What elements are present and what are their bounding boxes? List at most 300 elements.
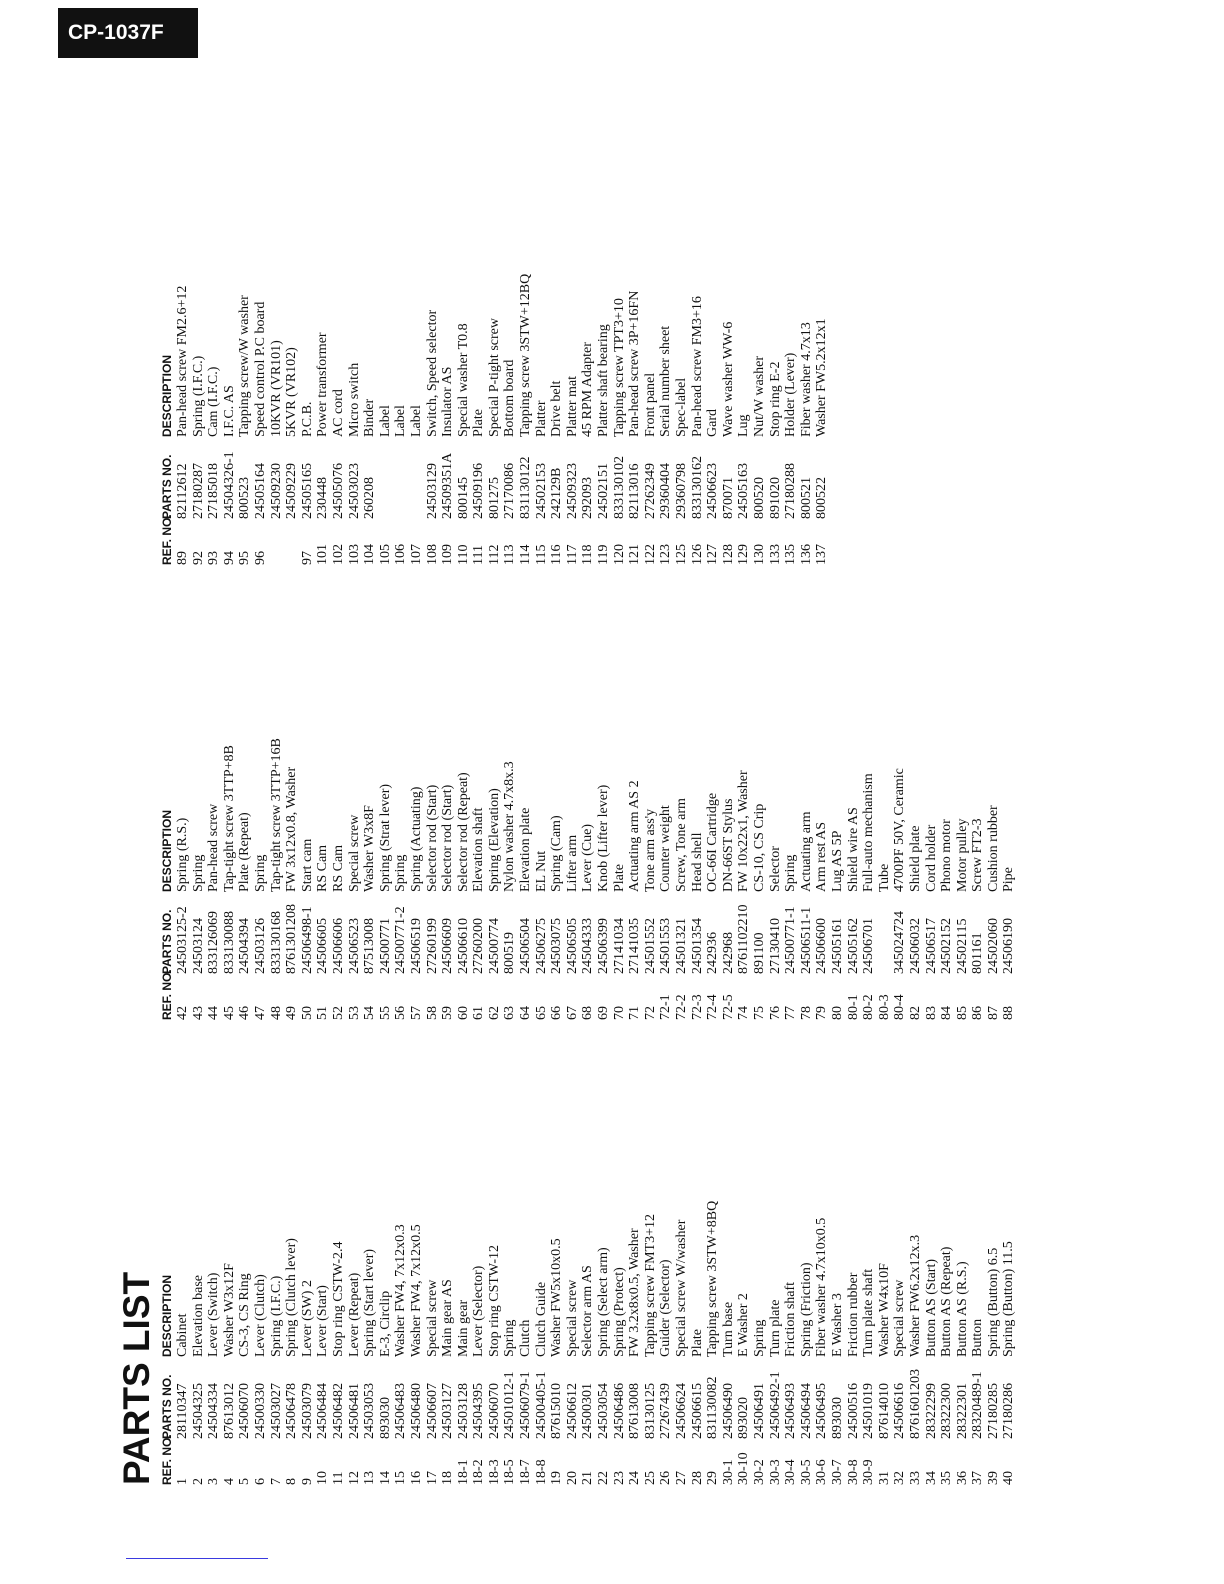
parts-column-1 xyxy=(159,1057,1017,1485)
table-row xyxy=(814,1057,830,1485)
ref-no-cell: 117 xyxy=(564,544,580,565)
parts-no-cell xyxy=(378,437,394,519)
description-cell: Turn base xyxy=(720,1301,736,1357)
description-cell: Cushion rubber xyxy=(985,805,1001,892)
description-cell: Screw, Tone arm xyxy=(674,798,689,892)
parts-no-cell: 87614010 xyxy=(876,1383,892,1439)
ref-no-cell: 101 xyxy=(315,544,331,565)
description-cell: Lever (Start) xyxy=(315,1285,331,1357)
description-cell: Tube xyxy=(876,863,892,892)
description-cell: Power transformer xyxy=(315,332,331,437)
parts-no-header: PARTS NO. xyxy=(160,909,174,974)
table-row xyxy=(596,592,612,1020)
description-cell: Lever (Repeat) xyxy=(346,1272,362,1357)
description-cell: Special screw xyxy=(892,1279,908,1357)
description-cell: Platter mat xyxy=(564,375,580,437)
ref-no-cell: 44 xyxy=(206,1006,222,1020)
table-row xyxy=(471,592,487,1020)
parts-no-cell: 87613012 xyxy=(221,1383,237,1439)
description-cell: Main gear xyxy=(455,1299,471,1357)
parts-no-cell: 24503128 xyxy=(455,1383,471,1439)
description-cell: Special screw xyxy=(564,1279,580,1357)
ref-no-cell: 88 xyxy=(1001,1006,1017,1020)
description-cell: Spring (Strat lever) xyxy=(377,783,393,892)
table-row xyxy=(612,1057,628,1485)
parts-no-cell: 24509230 xyxy=(268,463,284,519)
ref-no-cell: 110 xyxy=(455,544,471,565)
ref-no-cell: 16 xyxy=(408,1471,424,1485)
parts-no-cell: 8761301208 xyxy=(284,904,300,974)
description-cell: Knob (Lifter lever) xyxy=(596,784,612,892)
parts-no-cell: 24509196 xyxy=(471,463,487,519)
ref-no-cell: 35 xyxy=(939,1471,955,1485)
parts-rows xyxy=(175,592,1017,1020)
table-row xyxy=(393,137,409,565)
description-cell: Special screw xyxy=(346,814,362,892)
table-row xyxy=(674,137,690,565)
ref-no-cell: 122 xyxy=(642,544,658,565)
description-cell: Elevation shaft xyxy=(471,807,487,892)
parts-no-cell: 833130168 xyxy=(268,911,284,974)
description-cell: Cabinet xyxy=(175,1313,190,1357)
description-cell: Spring (I.F.C.) xyxy=(268,1275,284,1357)
description-cell: Wave washer WW-6 xyxy=(720,321,736,437)
description-header: DESCRIPTION xyxy=(160,1274,174,1357)
parts-no-cell: 800522 xyxy=(814,477,830,519)
parts-no-cell: 24500330 xyxy=(252,1383,268,1439)
table-row xyxy=(799,592,815,1020)
description-cell: Label xyxy=(408,405,424,437)
parts-no-cell: 24506079-1 xyxy=(518,1371,534,1439)
ref-no-cell: 111 xyxy=(471,545,487,565)
description-cell: Counter weight xyxy=(658,805,674,892)
ref-no-cell: 30-8 xyxy=(845,1459,861,1485)
parts-no-cell: 24500774 xyxy=(486,918,502,974)
description-cell: Lever (SW) 2 xyxy=(299,1280,315,1357)
description-cell: EL Nut xyxy=(533,850,549,892)
table-row xyxy=(565,137,581,565)
parts-no-cell: 29360798 xyxy=(674,463,689,519)
table-row xyxy=(300,137,316,565)
ref-no-cell: 34 xyxy=(923,1471,939,1485)
ref-no-cell: 84 xyxy=(939,1006,955,1020)
table-row xyxy=(861,1057,877,1485)
parts-no-cell: 24506493 xyxy=(783,1383,799,1439)
description-cell: Washer FW4, 7x12x0.3 xyxy=(393,1224,409,1357)
description-cell: 45 RPM Adapter xyxy=(580,342,596,437)
parts-no-cell: 833126069 xyxy=(206,911,222,974)
table-row xyxy=(237,592,253,1020)
description-cell: Tapping screw FMT3+12 xyxy=(642,1213,658,1357)
parts-list-page xyxy=(115,155,1017,1485)
parts-no-cell: 24503124 xyxy=(190,918,206,974)
parts-no-cell: 24506032 xyxy=(907,918,923,974)
ref-no-cell: 18-5 xyxy=(502,1459,518,1485)
table-row xyxy=(877,592,893,1020)
ref-no-cell: 27 xyxy=(674,1471,689,1485)
parts-no-cell: 27260199 xyxy=(424,918,440,974)
parts-no-cell: 24503027 xyxy=(268,1383,284,1439)
parts-no-cell: 24501012-1 xyxy=(502,1371,518,1439)
ref-no-cell: 8 xyxy=(284,1478,300,1485)
parts-no-cell: 28110347 xyxy=(175,1383,190,1439)
description-cell: I.F.C. AS xyxy=(221,385,237,437)
parts-no-cell: 24503079 xyxy=(299,1383,315,1439)
description-cell: Plate (Repeat) xyxy=(237,812,253,892)
parts-no-cell: 28322299 xyxy=(923,1383,939,1439)
table-row xyxy=(175,137,191,565)
ref-no-cell: 59 xyxy=(440,1006,456,1020)
ref-no-cell: 136 xyxy=(798,544,814,565)
parts-no-cell xyxy=(409,437,425,519)
parts-column-2 xyxy=(159,592,1017,1020)
ref-no-cell: 95 xyxy=(237,551,253,565)
ref-no-cell: 72-1 xyxy=(658,994,674,1020)
ref-no-cell: 108 xyxy=(424,544,440,565)
table-row xyxy=(471,137,487,565)
description-cell: Special washer T0.8 xyxy=(455,323,471,437)
description-cell: Switch, Speed selector xyxy=(424,309,440,437)
parts-no-cell: 27130410 xyxy=(767,918,783,974)
table-row xyxy=(191,137,207,565)
ref-no-cell: 26 xyxy=(658,1471,674,1485)
parts-no-cell: 24503054 xyxy=(596,1383,612,1439)
ref-no-cell: 92 xyxy=(190,551,206,565)
ref-no-cell: 80-1 xyxy=(845,994,861,1020)
parts-no-cell: 24509229 xyxy=(284,463,300,519)
description-cell: AC cord xyxy=(330,389,346,437)
description-cell: Phono motor xyxy=(939,819,955,892)
table-row xyxy=(783,1057,799,1485)
table-row xyxy=(627,592,643,1020)
ref-no-cell: 66 xyxy=(549,1006,565,1020)
parts-no-cell: 27180285 xyxy=(985,1383,1001,1439)
parts-no-cell: 833130162 xyxy=(689,456,705,519)
ref-no-cell: 53 xyxy=(346,1006,362,1020)
column-header xyxy=(159,592,175,1020)
ref-no-cell: 96 xyxy=(252,551,268,565)
parts-no-cell: 24506494 xyxy=(798,1383,814,1439)
parts-no-cell: 24502115 xyxy=(954,918,970,974)
table-row xyxy=(191,1057,207,1485)
ref-no-cell: 56 xyxy=(393,1006,409,1020)
table-row xyxy=(643,137,659,565)
table-row xyxy=(518,1057,534,1485)
ref-no-cell: 86 xyxy=(970,1006,986,1020)
parts-no-cell: 24506616 xyxy=(892,1383,908,1439)
parts-no-cell: 24506491 xyxy=(751,1383,767,1439)
table-row xyxy=(518,592,534,1020)
column-header xyxy=(159,1057,175,1485)
ref-no-cell: 14 xyxy=(377,1471,393,1485)
ref-no-cell: 65 xyxy=(533,1006,549,1020)
description-cell: Serial number sheet xyxy=(658,325,674,437)
description-cell: Spring xyxy=(783,854,799,892)
table-row xyxy=(955,592,971,1020)
ref-no-cell: 30-7 xyxy=(829,1459,845,1485)
description-cell: Tone arm ass'y xyxy=(642,808,658,892)
table-row xyxy=(269,137,285,565)
table-row xyxy=(955,1057,971,1485)
parts-no-cell: 24500771-2 xyxy=(393,906,409,974)
ref-no-cell: 22 xyxy=(596,1471,612,1485)
description-cell: Spring xyxy=(190,854,206,892)
ref-no-cell: 21 xyxy=(580,1471,596,1485)
description-cell: Spring (Actuating) xyxy=(408,786,424,892)
description-cell: Bottom board xyxy=(502,359,518,437)
table-row xyxy=(549,1057,565,1485)
description-cell: Turn plate shaft xyxy=(861,1268,877,1357)
ref-no-cell: 50 xyxy=(299,1006,315,1020)
table-row xyxy=(924,592,940,1020)
description-cell: Motor pulley xyxy=(954,818,970,892)
parts-no-cell: 24506610 xyxy=(455,918,471,974)
table-row xyxy=(970,1057,986,1485)
description-header: DESCRIPTION xyxy=(160,809,174,892)
description-cell: Speed control P.C board xyxy=(252,301,268,437)
description-cell: Selector xyxy=(767,846,783,892)
table-row xyxy=(736,592,752,1020)
table-row xyxy=(502,137,518,565)
ref-no-cell: 24 xyxy=(627,1471,643,1485)
table-row xyxy=(736,1057,752,1485)
table-row xyxy=(269,592,285,1020)
description-cell: Tapping screw 3STW+8BQ xyxy=(705,1200,721,1357)
table-row xyxy=(315,592,331,1020)
table-row xyxy=(658,592,674,1020)
ref-no-cell: 57 xyxy=(408,1006,424,1020)
parts-no-cell: 28320489-1 xyxy=(970,1371,986,1439)
table-row xyxy=(674,592,690,1020)
ref-no-header: REF. NO. xyxy=(160,969,174,1020)
table-row xyxy=(830,1057,846,1485)
description-cell: CS-3, CS Ring xyxy=(237,1273,253,1357)
table-row xyxy=(284,137,300,565)
ref-no-cell: 106 xyxy=(393,544,409,565)
ref-no-cell: 71 xyxy=(627,1006,643,1020)
description-cell: Full-auto mechanism xyxy=(861,773,877,892)
ref-no-cell: 89 xyxy=(175,551,190,565)
table-row xyxy=(565,592,581,1020)
description-cell: Spring (Elevation) xyxy=(486,788,502,892)
ref-no-cell: 121 xyxy=(627,544,643,565)
parts-no-cell: 24506495 xyxy=(814,1383,830,1439)
parts-no-cell xyxy=(877,892,893,974)
ref-no-cell: 18-3 xyxy=(486,1459,502,1485)
table-row xyxy=(347,137,363,565)
ref-no-cell: 2 xyxy=(190,1478,206,1485)
ref-no-cell: 79 xyxy=(814,1006,830,1020)
description-cell: Washer FW5.2x12x1 xyxy=(814,318,830,437)
description-cell: Elevation plate xyxy=(518,807,534,892)
parts-no-cell: 833130102 xyxy=(611,456,627,519)
table-row xyxy=(768,137,784,565)
description-cell: Washer FW6.2x12x.3 xyxy=(907,1234,923,1357)
table-row xyxy=(440,137,456,565)
ref-no-cell: 68 xyxy=(580,1006,596,1020)
ref-no-cell: 30-6 xyxy=(814,1459,830,1485)
description-header: DESCRIPTION xyxy=(160,354,174,437)
table-row xyxy=(191,592,207,1020)
table-row xyxy=(768,592,784,1020)
table-row xyxy=(580,592,596,1020)
ref-no-cell: 49 xyxy=(284,1006,300,1020)
parts-no-cell: 242968 xyxy=(720,932,736,974)
description-cell: Spring (Button) 11.5 xyxy=(1001,1241,1017,1357)
parts-rows xyxy=(175,137,830,565)
parts-no-cell: 292093 xyxy=(580,477,596,519)
table-row xyxy=(549,137,565,565)
table-row xyxy=(362,1057,378,1485)
parts-no-cell: 24504334 xyxy=(206,1383,222,1439)
description-cell: Label xyxy=(377,405,393,437)
table-row xyxy=(752,137,768,565)
table-row xyxy=(331,1057,347,1485)
ref-no-cell: 80-2 xyxy=(861,994,877,1020)
ref-no-cell: 103 xyxy=(346,544,362,565)
parts-no-cell: 24501553 xyxy=(658,918,674,974)
ref-no-cell: 18-8 xyxy=(533,1459,549,1485)
table-row xyxy=(331,137,347,565)
table-row xyxy=(627,1057,643,1485)
table-row xyxy=(752,592,768,1020)
table-row xyxy=(1001,1057,1017,1485)
table-row xyxy=(549,592,565,1020)
table-row xyxy=(705,592,721,1020)
table-row xyxy=(596,137,612,565)
parts-no-cell: 24506511-1 xyxy=(798,906,814,974)
description-cell: Button AS (Repeat) xyxy=(939,1246,955,1357)
description-cell: Spring (Button) 6.5 xyxy=(985,1247,1001,1357)
table-row xyxy=(658,137,674,565)
parts-no-cell: 27180288 xyxy=(783,463,799,519)
parts-no-cell: 27260200 xyxy=(471,918,487,974)
table-row xyxy=(939,592,955,1020)
ref-no-cell: 7 xyxy=(268,1478,284,1485)
parts-no-cell: 24503053 xyxy=(362,1383,378,1439)
description-cell: Spring (Protect) xyxy=(611,1267,627,1357)
ref-no-cell: 94 xyxy=(221,551,237,565)
ref-no-cell: 133 xyxy=(767,544,783,565)
table-row xyxy=(908,1057,924,1485)
ref-no-cell: 11 xyxy=(330,1471,346,1485)
ref-no-cell: 18-2 xyxy=(471,1459,487,1485)
description-cell: Washer W3x8F xyxy=(362,805,378,892)
parts-no-cell: 800145 xyxy=(455,477,471,519)
parts-no-cell: 24509323 xyxy=(564,463,580,519)
parts-no-cell: 24504395 xyxy=(471,1383,487,1439)
ref-no-cell: 40 xyxy=(1001,1471,1017,1485)
parts-no-cell: 8761102210 xyxy=(736,904,752,974)
ref-no-cell: 127 xyxy=(705,544,721,565)
description-cell: FW 3x12x0.8, Washer xyxy=(284,766,300,892)
description-cell: P.C.B. xyxy=(299,401,315,437)
parts-no-cell: 24506623 xyxy=(705,463,721,519)
description-cell: Shield plate xyxy=(907,825,923,892)
description-cell: Selector rod (Start) xyxy=(440,784,456,892)
description-cell: Start cam xyxy=(299,838,315,892)
ref-no-cell: 74 xyxy=(736,1006,752,1020)
parts-rows xyxy=(175,1057,1017,1485)
table-row xyxy=(347,592,363,1020)
parts-no-cell: 24506505 xyxy=(564,918,580,974)
table-row xyxy=(300,592,316,1020)
parts-no-cell: 24509351A xyxy=(440,452,456,519)
table-row xyxy=(892,592,908,1020)
table-row xyxy=(378,1057,394,1485)
parts-no-cell: 24506490 xyxy=(720,1383,736,1439)
ref-no-cell: 87 xyxy=(985,1006,1001,1020)
parts-no-cell: 24503075 xyxy=(549,918,565,974)
description-cell: E-3, Circlip xyxy=(377,1290,393,1357)
description-cell: Spring (I.F.C.) xyxy=(190,355,206,437)
parts-no-cell: 28322301 xyxy=(954,1383,970,1439)
table-row xyxy=(612,592,628,1020)
parts-no-cell: 87613008 xyxy=(627,1383,643,1439)
table-row xyxy=(908,592,924,1020)
parts-no-cell: 833130088 xyxy=(221,911,237,974)
table-row xyxy=(440,1057,456,1485)
parts-no-cell: 800521 xyxy=(798,477,814,519)
table-row xyxy=(409,1057,425,1485)
description-cell: Lifter arm xyxy=(564,834,580,892)
parts-no-cell: 24501552 xyxy=(642,918,658,974)
ref-no-cell: 25 xyxy=(642,1471,658,1485)
description-cell: Front panel xyxy=(642,372,658,437)
table-row xyxy=(487,137,503,565)
parts-no-cell: 24506483 xyxy=(393,1383,409,1439)
description-cell: Spring xyxy=(751,1319,767,1357)
table-row xyxy=(580,1057,596,1485)
parts-no-cell: 24506517 xyxy=(923,918,939,974)
ref-no-cell: 115 xyxy=(533,544,549,565)
table-row xyxy=(425,592,441,1020)
table-row xyxy=(222,592,238,1020)
table-row xyxy=(768,1057,784,1485)
parts-no-cell: 24506492-1 xyxy=(767,1371,783,1439)
parts-no-cell: 24505164 xyxy=(252,463,268,519)
table-row xyxy=(222,1057,238,1485)
table-row xyxy=(331,592,347,1020)
ref-no-cell: 3 xyxy=(206,1478,222,1485)
table-row xyxy=(409,137,425,565)
ref-no-cell: 30-1 xyxy=(720,1459,736,1485)
table-row xyxy=(456,1057,472,1485)
ref-no-cell: 123 xyxy=(658,544,674,565)
table-row xyxy=(237,1057,253,1485)
table-row xyxy=(612,137,628,565)
description-cell: CS-10, CS Crip xyxy=(751,803,767,892)
table-row xyxy=(892,1057,908,1485)
table-row xyxy=(986,1057,1002,1485)
parts-no-cell: 24504333 xyxy=(580,918,596,974)
ref-no-cell: 72-3 xyxy=(689,994,705,1020)
description-cell: Spring (Select arm) xyxy=(596,1247,612,1357)
parts-no-cell: 83130125 xyxy=(642,1383,658,1439)
ref-no-cell: 82 xyxy=(907,1006,923,1020)
ref-no-cell: 9 xyxy=(299,1478,315,1485)
description-cell: Head shell xyxy=(689,832,705,892)
description-cell: Drive belt xyxy=(549,380,565,437)
model-badge: CP-1037F xyxy=(58,8,198,58)
table-row xyxy=(690,1057,706,1485)
ref-no-cell: 45 xyxy=(221,1006,237,1020)
description-cell: 10KVR (VR101) xyxy=(268,340,284,437)
footer-divider xyxy=(126,1558,268,1559)
table-row xyxy=(284,592,300,1020)
description-cell: Spec-label xyxy=(674,377,689,437)
parts-no-cell: 24501321 xyxy=(674,918,689,974)
